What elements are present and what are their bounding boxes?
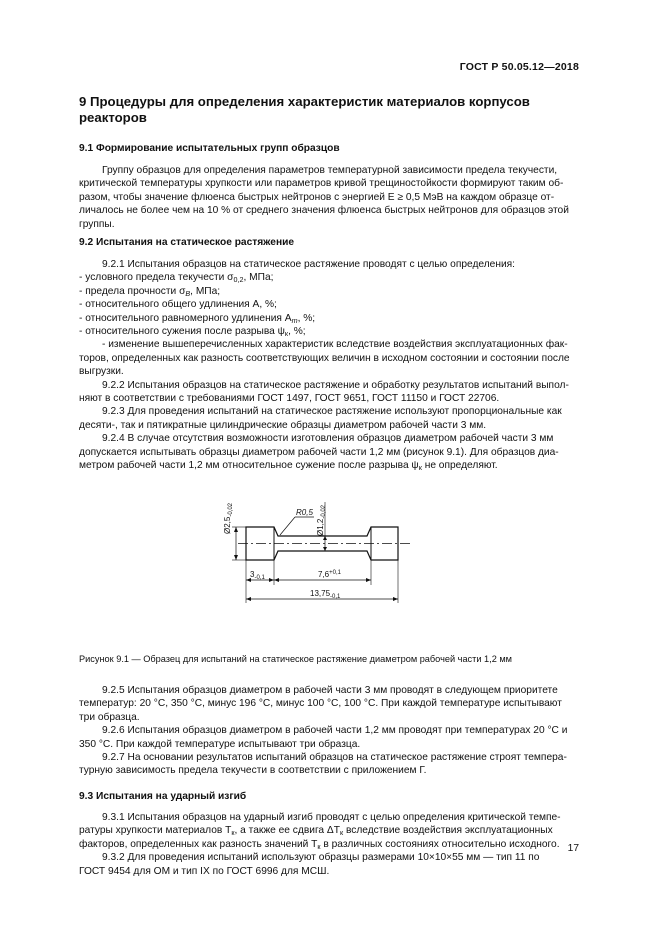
text-line: три образца.	[79, 711, 140, 723]
text-line: 9.3.2 Для проведения испытаний используют образцы размерами 10×10×55 мм — тип 11 по	[102, 852, 540, 864]
subscript: к	[317, 841, 321, 851]
dim-small-diameter-label: $Ø1,2_{-0,02}$	[316, 504, 327, 536]
text-line: няют в соответствии с требованиями ГОСТ 1497, ГОСТ 9651, ГОСТ 11150 и ГОСТ 22706.	[79, 393, 500, 405]
subscript: m	[291, 315, 298, 325]
dim-total-length-label: $13,75_{-0,1}$	[310, 589, 341, 600]
paragraph-9-1	[79, 164, 582, 231]
text-line: турную зависимость предела текучести в соответствии с приложением Г.	[79, 765, 427, 777]
text-line	[79, 824, 582, 837]
bullet-tail: , МПа;	[190, 285, 221, 297]
subscript: B	[185, 288, 191, 298]
subscript: к	[284, 329, 289, 339]
bullet-item: - относительного общего удлинения A, %;	[79, 299, 277, 311]
bullet-text: - условного предела текучести σ	[79, 272, 234, 284]
subscript: к	[339, 828, 344, 838]
text-line: Группу образцов для определения параметров температурной зависимости предела текучести,	[102, 165, 558, 176]
section-title-line: реакторов	[79, 110, 147, 125]
bullet-item	[79, 285, 582, 298]
text-line: 9.2.2 Испытания образцов на статическое растяжение и обработку результатов испытаний выпол-	[102, 379, 569, 391]
dim-radius-leader	[280, 517, 314, 535]
subsection-heading-9-2: 9.2 Испытания на статическое растяжение	[79, 237, 295, 248]
bullet-item	[79, 312, 582, 325]
text-line: группы.	[79, 218, 115, 230]
text-line: 9.2.6 Испытания образцов диаметром в рабочей части 1,2 мм проводят при температурах 20 °C и	[102, 725, 568, 737]
dim-work-length-label: $7,6^{+0,1}$	[318, 570, 341, 579]
bullet-text: - относительного сужения после разрыва ψ	[79, 326, 285, 338]
text-fragment: вследствие воздействия эксплуатационных	[343, 825, 553, 837]
text-line: десяти-, так и пятикратные цилиндрические образцы диаметром рабочей части 3 мм.	[79, 419, 487, 431]
document-header: ГОСТ Р 50.05.12—2018	[459, 61, 579, 73]
section-title-line: 9 Процедуры для определения характеристик материалов корпусов	[79, 94, 530, 109]
paragraph-9-2-5-to-9-2-7	[79, 684, 582, 778]
text-line: 9.3.1 Испытания образцов на ударный изгиб проводят с целью определения критической темпе-	[102, 812, 561, 823]
text-fragment: метром рабочей части 1,2 мм относительное сужение после разрыва ψ	[79, 460, 419, 472]
text-line: 9.2.4 В случае отсутствия возможности изготовления образцов диаметром рабочей части 3 мм	[102, 433, 554, 445]
text-fragment: факторов, определенных как разность значений T	[79, 838, 318, 850]
specimen-drawing	[210, 490, 420, 610]
text-line	[79, 838, 582, 851]
bullet-item	[79, 325, 582, 338]
dim-left-length-label: $3_{-0,1}$	[250, 570, 265, 581]
text-line	[79, 459, 582, 472]
text-fragment: ратуры хрупкости материалов T	[79, 825, 232, 837]
bullet-tail: , МПа;	[243, 272, 274, 284]
section-title	[79, 94, 599, 126]
subscript: к	[231, 828, 235, 838]
text-fragment: не определяют.	[421, 460, 498, 472]
text-line: личалось не более чем на 10 % от среднего значения флюенса быстрых нейтронов для образцов этой	[79, 205, 569, 217]
text-fragment: , а также ее сдвига ΔT	[234, 825, 340, 837]
page-number: 17	[567, 843, 579, 854]
subsection-heading-9-3: 9.3 Испытания на ударный изгиб	[79, 791, 247, 802]
bullet-tail: , %;	[288, 326, 306, 338]
text-line: критической температуры хрупкости или параметров кривой трещиностойкости формируют таким об-	[79, 178, 564, 190]
text-line: разом, чтобы значение флюенса быстрых нейтронов с энергией E ≥ 0,5 МэВ на каждом образце от-	[79, 191, 555, 203]
bullet-tail: , %;	[297, 312, 316, 324]
text-fragment: в различных состояниях относительно исходного.	[320, 838, 560, 850]
text-line: - изменение вышеперечисленных характеристик вследствие воздействия эксплуатационных фак-	[102, 339, 568, 351]
bullet-text: - предела прочности σ	[79, 285, 186, 297]
text-line: 9.2.3 Для проведения испытаний на статическое растяжение используют пропорциональные как	[102, 406, 562, 418]
bullet-item	[79, 271, 582, 284]
paragraph-9-3	[79, 811, 582, 878]
text-line: 9.2.5 Испытания образцов диаметром в рабочей части 3 мм проводят в следующем приоритете	[102, 685, 558, 696]
dim-radius-label: R0,5	[296, 508, 313, 517]
dim-big-diameter-label: $Ø2,5_{-0,02}$	[223, 502, 234, 534]
subscript: к	[418, 463, 422, 473]
subsection-heading-9-1: 9.1 Формирование испытательных групп образцов	[79, 143, 340, 154]
paragraph-9-2-1	[79, 258, 582, 473]
bullet-text: - относительного равномерного удлинения A	[79, 312, 292, 324]
text-line: температур: 20 °C, 350 °C, минус 196 °C, минус 100 °C, 100 °C. При каждой температуре испытывают	[79, 698, 562, 710]
text-line: 350 °C. При каждой температуре испытывают три образца.	[79, 738, 361, 750]
text-line: 9.2.7 На основании результатов испытаний образцов на статическое растяжение строят темпера-	[102, 752, 567, 764]
text-line: допускается испытывать образцы диаметром рабочей части 1,2 мм (рисунок 9.1). Для образцов диа-	[79, 446, 559, 458]
text-line: 9.2.1 Испытания образцов на статическое растяжение проводят с целью определения:	[102, 259, 515, 270]
text-line: торов, определенных как разность соответствующих величин в исходном состоянии и состоянии после	[79, 352, 570, 364]
text-line: выгрузки.	[79, 366, 124, 378]
subscript: 0,2	[233, 275, 244, 285]
text-line: ГОСТ 9454 для ОМ и тип IX по ГОСТ 6996 для МСШ.	[79, 865, 330, 877]
figure-caption: Рисунок 9.1 — Образец для испытаний на статическое растяжение диаметром рабочей части 1,2 мм	[79, 654, 512, 664]
